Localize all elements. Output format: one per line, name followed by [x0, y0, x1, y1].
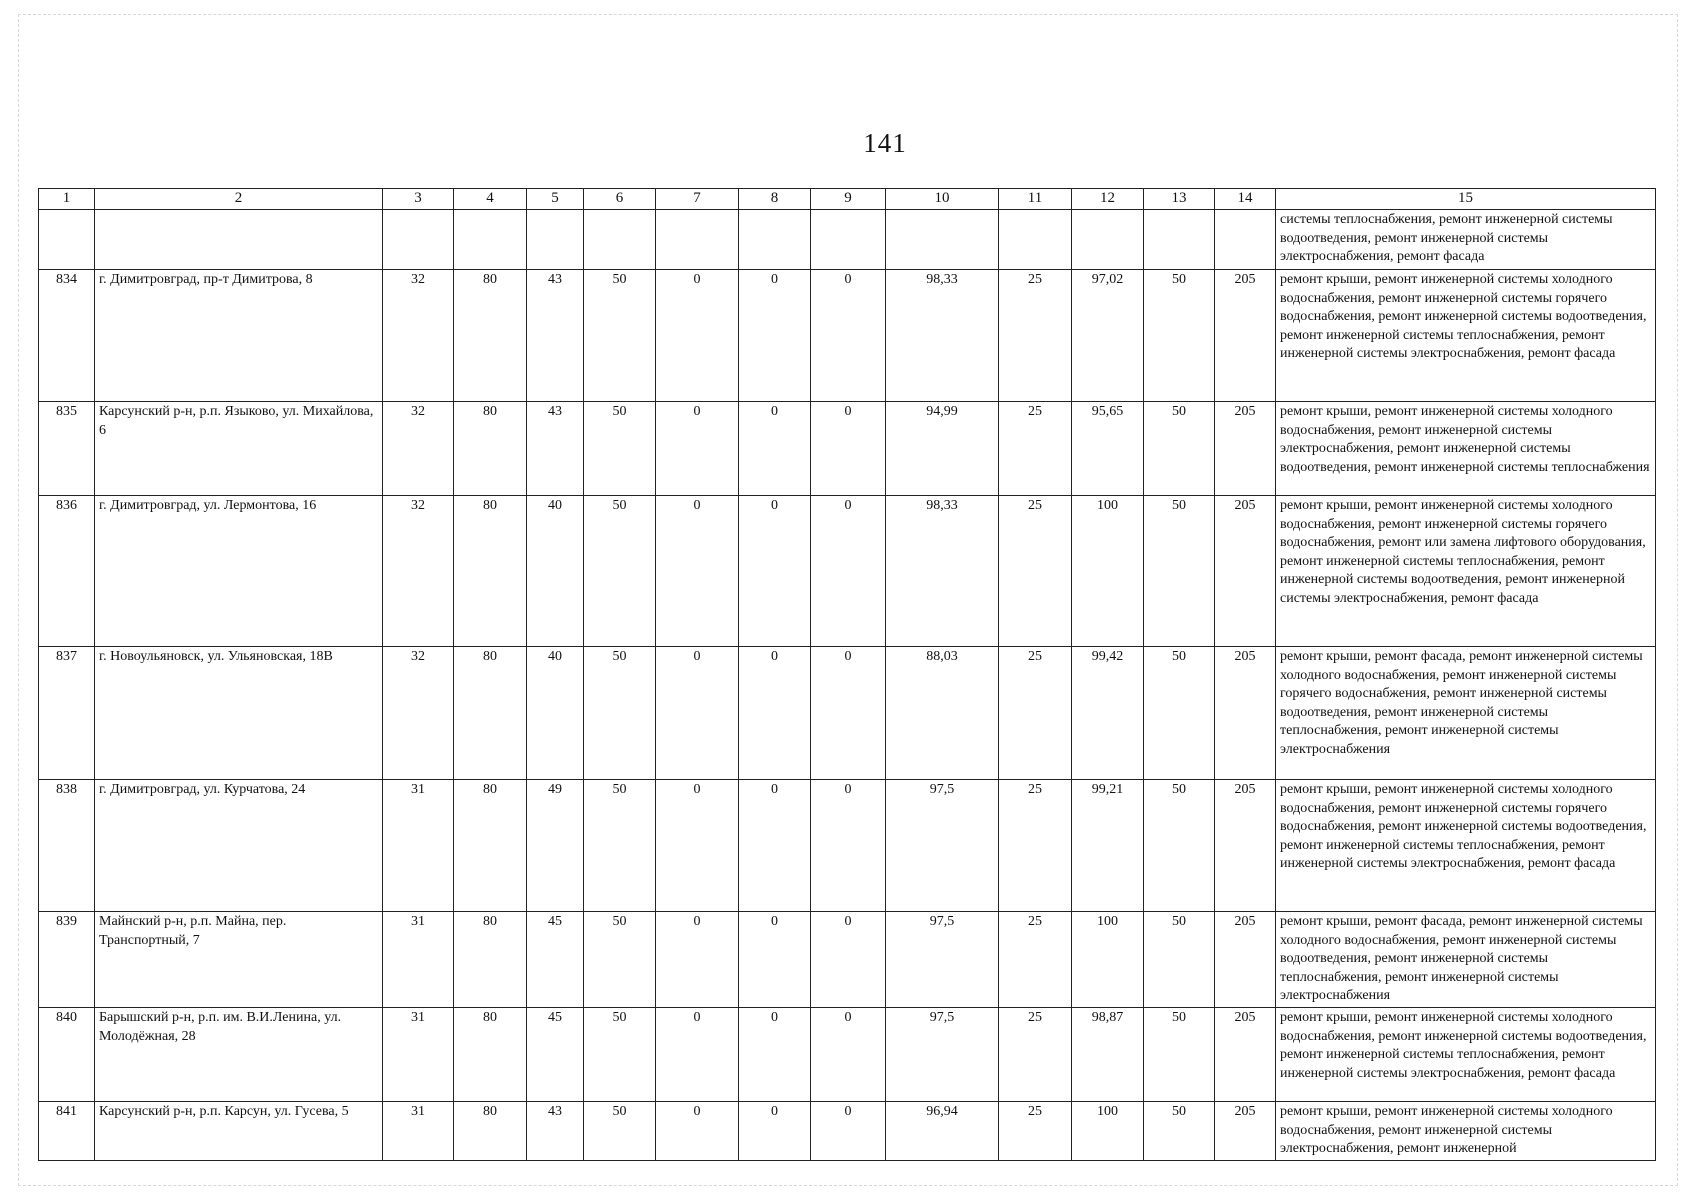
- value-cell-col-14: 205: [1215, 912, 1276, 1008]
- table-row: [39, 496, 1656, 647]
- value-cell-col-10: 98,33: [886, 496, 999, 647]
- works-cell: ремонт крыши, ремонт инженерной системы холодного водоснабжения, ремонт инженерной системы водоотведения, ремонт инженерной системы теплоснабжения, ремонт инженерной системы электроснабжения, ремонт фасада: [1276, 1007, 1656, 1101]
- value-cell-col-4: 80: [454, 402, 527, 496]
- table-row: [39, 647, 1656, 780]
- col-header-5: 5: [527, 189, 584, 210]
- value-cell-col-3: 31: [383, 912, 454, 1008]
- table-row: [39, 780, 1656, 912]
- value-cell-col-7: 0: [656, 647, 739, 780]
- address-cell: Карсунский р-н, р.п. Карсун, ул. Гусева, 5: [95, 1101, 383, 1160]
- value-cell-col-5: 40: [527, 496, 584, 647]
- value-cell-col-14: 205: [1215, 270, 1276, 402]
- works-cell: ремонт крыши, ремонт фасада, ремонт инженерной системы холодного водоснабжения, ремонт инженерной системы водоотведения, ремонт инженерной системы теплоснабжения, ремонт инженерной системы электроснабжения: [1276, 912, 1656, 1008]
- value-cell-col-5: 40: [527, 647, 584, 780]
- value-cell-col-3: 31: [383, 780, 454, 912]
- value-cell-col-14: 205: [1215, 780, 1276, 912]
- value-cell-col-8: 0: [739, 270, 811, 402]
- address-cell: Майнский р-н, р.п. Майна, пер. Транспортный, 7: [95, 912, 383, 1008]
- table-row: [39, 1101, 1656, 1160]
- works-cell: ремонт крыши, ремонт инженерной системы холодного водоснабжения, ремонт инженерной системы горячего водоснабжения, ремонт инженерной системы водоотведения, ремонт инженерной системы теплоснабжения, ремонт инженерной системы электроснабжения, ремонт фасада: [1276, 270, 1656, 402]
- value-cell-col-10: 94,99: [886, 402, 999, 496]
- value-cell-col-3: 32: [383, 270, 454, 402]
- works-cell: ремонт крыши, ремонт инженерной системы холодного водоснабжения, ремонт инженерной системы горячего водоснабжения, ремонт или замена лифтового оборудования, ремонт инженерной системы теплоснабжения, ремонт инженерной системы водоотведения, ремонт инженерной системы электроснабжения, ремонт фасада: [1276, 496, 1656, 647]
- value-cell-col-7: 0: [656, 496, 739, 647]
- value-cell-col-6: 50: [584, 647, 656, 780]
- value-cell-col-5: 43: [527, 270, 584, 402]
- value-cell-col-6: 50: [584, 1007, 656, 1101]
- value-cell-col-11: 25: [999, 496, 1072, 647]
- col-header-2: 2: [95, 189, 383, 210]
- works-cell: ремонт крыши, ремонт инженерной системы холодного водоснабжения, ремонт инженерной системы горячего водоснабжения, ремонт инженерной системы водоотведения, ремонт инженерной системы теплоснабжения, ремонт инженерной системы электроснабжения, ремонт фасада: [1276, 780, 1656, 912]
- value-cell-col-6: 50: [584, 780, 656, 912]
- works-cell: ремонт крыши, ремонт инженерной системы холодного водоснабжения, ремонт инженерной системы электроснабжения, ремонт инженерной системы водоотведения, ремонт инженерной системы теплоснабжения: [1276, 402, 1656, 496]
- table-row: [39, 912, 1656, 1008]
- value-cell-col-9: 0: [811, 270, 886, 402]
- col-header-3: 3: [383, 189, 454, 210]
- row-number-cell: 840: [39, 1007, 95, 1101]
- address-cell: г. Димитровград, ул. Лермонтова, 16: [95, 496, 383, 647]
- value-cell-col-4: 80: [454, 1101, 527, 1160]
- value-cell-col-9: 0: [811, 1101, 886, 1160]
- col-header-12: 12: [1072, 189, 1144, 210]
- value-cell-col-3: 31: [383, 1007, 454, 1101]
- value-cell-col-14: 205: [1215, 1007, 1276, 1101]
- address-cell: г. Димитровград, пр-т Димитрова, 8: [95, 270, 383, 402]
- value-cell-col-12: 98,87: [1072, 1007, 1144, 1101]
- value-cell-col-10: 96,94: [886, 1101, 999, 1160]
- col-header-7: 7: [656, 189, 739, 210]
- value-cell-col-6: 50: [584, 912, 656, 1008]
- value-cell-col-9: 0: [811, 912, 886, 1008]
- row-number-cell: 835: [39, 402, 95, 496]
- value-cell-col-6: 50: [584, 402, 656, 496]
- row-number-cell: 834: [39, 270, 95, 402]
- address-cell: Карсунский р-н, р.п. Языково, ул. Михайлова, 6: [95, 402, 383, 496]
- value-cell-col-5: 45: [527, 912, 584, 1008]
- value-cell-col-4: 80: [454, 912, 527, 1008]
- continuation-row: [39, 210, 1656, 270]
- value-cell-col-14: 205: [1215, 402, 1276, 496]
- row-number-cell: 839: [39, 912, 95, 1008]
- value-cell-col-12: 95,65: [1072, 402, 1144, 496]
- value-cell-col-8: 0: [739, 402, 811, 496]
- value-cell-col-7: 0: [656, 1007, 739, 1101]
- col-header-4: 4: [454, 189, 527, 210]
- value-cell-col-4: 80: [454, 1007, 527, 1101]
- works-cell: ремонт крыши, ремонт фасада, ремонт инженерной системы холодного водоснабжения, ремонт инженерной системы горячего водоснабжения, ремонт инженерной системы водоотведения, ремонт инженерной системы теплоснабжения, ремонт инженерной системы электроснабжения: [1276, 647, 1656, 780]
- value-cell-col-9: 0: [811, 647, 886, 780]
- value-cell-col-11: 25: [999, 270, 1072, 402]
- col-header-14: 14: [1215, 189, 1276, 210]
- col-header-9: 9: [811, 189, 886, 210]
- value-cell-col-14: 205: [1215, 1101, 1276, 1160]
- value-cell-col-4: 80: [454, 496, 527, 647]
- value-cell-col-8: 0: [739, 647, 811, 780]
- column-number-row: [39, 189, 1656, 210]
- value-cell-col-11: 25: [999, 1101, 1072, 1160]
- value-cell-col-5: 49: [527, 780, 584, 912]
- address-cell: г. Новоульяновск, ул. Ульяновская, 18В: [95, 647, 383, 780]
- value-cell-col-4: 80: [454, 780, 527, 912]
- value-cell-col-13: 50: [1144, 647, 1215, 780]
- value-cell-col-9: 0: [811, 1007, 886, 1101]
- value-cell-col-8: 0: [739, 1007, 811, 1101]
- value-cell-col-3: 31: [383, 1101, 454, 1160]
- works-cell: системы теплоснабжения, ремонт инженерной системы водоотведения, ремонт инженерной системы электроснабжения, ремонт фасада: [1276, 210, 1656, 270]
- value-cell-col-10: 97,5: [886, 1007, 999, 1101]
- value-cell-col-9: 0: [811, 780, 886, 912]
- value-cell-col-3: 32: [383, 647, 454, 780]
- value-cell-col-7: 0: [656, 402, 739, 496]
- value-cell-col-12: 99,42: [1072, 647, 1144, 780]
- value-cell-col-13: 50: [1144, 1101, 1215, 1160]
- value-cell-col-10: 97,5: [886, 912, 999, 1008]
- row-number-cell: 837: [39, 647, 95, 780]
- value-cell-col-11: 25: [999, 1007, 1072, 1101]
- table-row: [39, 270, 1656, 402]
- value-cell-col-13: 50: [1144, 780, 1215, 912]
- value-cell-col-7: 0: [656, 1101, 739, 1160]
- value-cell-col-5: 43: [527, 402, 584, 496]
- row-number-cell: 841: [39, 1101, 95, 1160]
- page-number: 141: [863, 128, 907, 158]
- value-cell-col-8: 0: [739, 1101, 811, 1160]
- value-cell-col-11: 25: [999, 647, 1072, 780]
- repair-program-table: [38, 188, 1656, 1161]
- table-row: [39, 1007, 1656, 1101]
- col-header-6: 6: [584, 189, 656, 210]
- value-cell-col-7: 0: [656, 780, 739, 912]
- value-cell-col-7: 0: [656, 912, 739, 1008]
- col-header-11: 11: [999, 189, 1072, 210]
- value-cell-col-13: 50: [1144, 1007, 1215, 1101]
- value-cell-col-11: 25: [999, 780, 1072, 912]
- value-cell-col-8: 0: [739, 912, 811, 1008]
- table-row: [39, 402, 1656, 496]
- col-header-13: 13: [1144, 189, 1215, 210]
- value-cell-col-12: 100: [1072, 496, 1144, 647]
- value-cell-col-5: 45: [527, 1007, 584, 1101]
- value-cell-col-13: 50: [1144, 402, 1215, 496]
- address-cell: г. Димитровград, ул. Курчатова, 24: [95, 780, 383, 912]
- value-cell-col-9: 0: [811, 496, 886, 647]
- col-header-1: 1: [39, 189, 95, 210]
- value-cell-col-10: 98,33: [886, 270, 999, 402]
- row-number-cell: 836: [39, 496, 95, 647]
- value-cell-col-6: 50: [584, 1101, 656, 1160]
- value-cell-col-11: 25: [999, 402, 1072, 496]
- col-header-15: 15: [1276, 189, 1656, 210]
- value-cell-col-6: 50: [584, 496, 656, 647]
- value-cell-col-4: 80: [454, 647, 527, 780]
- value-cell-col-12: 99,21: [1072, 780, 1144, 912]
- value-cell-col-12: 97,02: [1072, 270, 1144, 402]
- row-number-cell: 838: [39, 780, 95, 912]
- value-cell-col-12: 100: [1072, 912, 1144, 1008]
- value-cell-col-10: 88,03: [886, 647, 999, 780]
- value-cell-col-14: 205: [1215, 647, 1276, 780]
- value-cell-col-5: 43: [527, 1101, 584, 1160]
- value-cell-col-6: 50: [584, 270, 656, 402]
- value-cell-col-14: 205: [1215, 496, 1276, 647]
- value-cell-col-9: 0: [811, 402, 886, 496]
- address-cell: Барышский р-н, р.п. им. В.И.Ленина, ул. Молодёжная, 28: [95, 1007, 383, 1101]
- value-cell-col-11: 25: [999, 912, 1072, 1008]
- value-cell-col-3: 32: [383, 496, 454, 647]
- value-cell-col-13: 50: [1144, 496, 1215, 647]
- value-cell-col-13: 50: [1144, 912, 1215, 1008]
- col-header-10: 10: [886, 189, 999, 210]
- works-cell: ремонт крыши, ремонт инженерной системы холодного водоснабжения, ремонт инженерной системы электроснабжения, ремонт инженерной: [1276, 1101, 1656, 1160]
- value-cell-col-3: 32: [383, 402, 454, 496]
- value-cell-col-8: 0: [739, 496, 811, 647]
- value-cell-col-13: 50: [1144, 270, 1215, 402]
- col-header-8: 8: [739, 189, 811, 210]
- value-cell-col-8: 0: [739, 780, 811, 912]
- value-cell-col-7: 0: [656, 270, 739, 402]
- value-cell-col-4: 80: [454, 270, 527, 402]
- value-cell-col-12: 100: [1072, 1101, 1144, 1160]
- value-cell-col-10: 97,5: [886, 780, 999, 912]
